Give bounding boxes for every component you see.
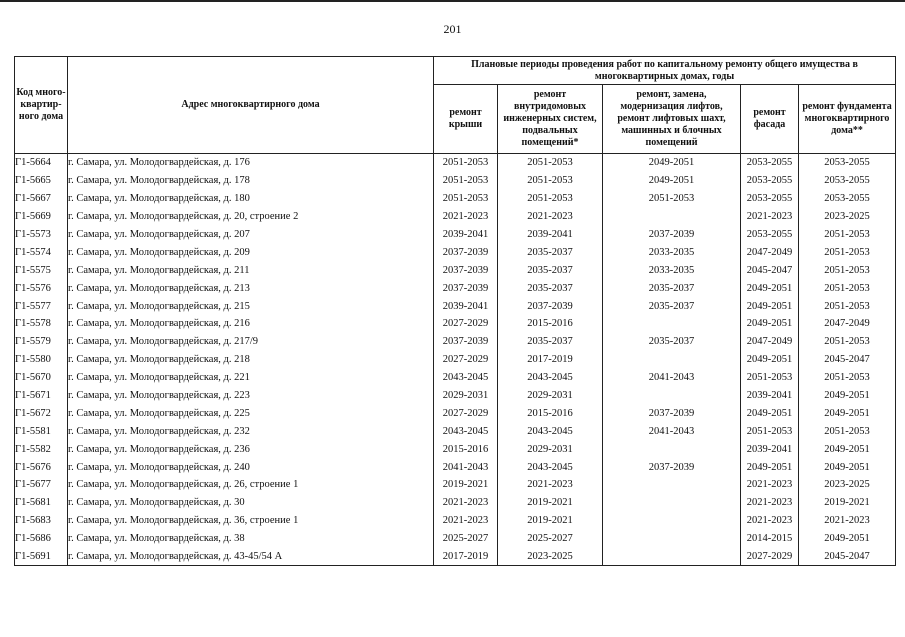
cell-address: г. Самара, ул. Молодогвардейская, д. 211 [68, 261, 434, 279]
table-row [15, 476, 896, 494]
table-row [15, 154, 896, 172]
cell-facade: 2049-2051 [741, 297, 799, 315]
table-row [15, 369, 896, 387]
cell-address: г. Самара, ул. Молодогвардейская, д. 30 [68, 494, 434, 512]
cell-foundation: 2045-2047 [799, 351, 896, 369]
cell-systems: 2035-2037 [498, 333, 603, 351]
cell-elevators [603, 208, 741, 226]
cell-facade: 2014-2015 [741, 530, 799, 548]
cell-facade: 2045-2047 [741, 261, 799, 279]
cell-systems: 2021-2023 [498, 476, 603, 494]
cell-address: г. Самара, ул. Молодогвардейская, д. 20, строение 2 [68, 208, 434, 226]
cell-code: Г1-5676 [15, 458, 68, 476]
table-row [15, 458, 896, 476]
cell-code: Г1-5671 [15, 387, 68, 405]
header-address: Адрес многоквартирного дома [68, 57, 434, 154]
cell-elevators [603, 440, 741, 458]
header-roof: ремонт крыши [434, 85, 498, 154]
cell-roof: 2039-2041 [434, 297, 498, 315]
cell-elevators: 2041-2043 [603, 422, 741, 440]
table-row [15, 172, 896, 190]
cell-systems: 2043-2045 [498, 458, 603, 476]
cell-elevators: 2035-2037 [603, 297, 741, 315]
table-row [15, 440, 896, 458]
cell-address: г. Самара, ул. Молодогвардейская, д. 216 [68, 315, 434, 333]
cell-systems: 2025-2027 [498, 530, 603, 548]
cell-code: Г1-5581 [15, 422, 68, 440]
cell-systems: 2017-2019 [498, 351, 603, 369]
cell-foundation: 2051-2053 [799, 226, 896, 244]
cell-foundation: 2049-2051 [799, 458, 896, 476]
cell-systems: 2051-2053 [498, 190, 603, 208]
cell-address: г. Самара, ул. Молодогвардейская, д. 236 [68, 440, 434, 458]
cell-code: Г1-5681 [15, 494, 68, 512]
cell-foundation: 2049-2051 [799, 387, 896, 405]
cell-address: г. Самара, ул. Молодогвардейская, д. 26, строение 1 [68, 476, 434, 494]
cell-code: Г1-5578 [15, 315, 68, 333]
cell-code: Г1-5683 [15, 512, 68, 530]
cell-facade: 2053-2055 [741, 172, 799, 190]
cell-elevators: 2033-2035 [603, 261, 741, 279]
cell-code: Г1-5669 [15, 208, 68, 226]
cell-roof: 2043-2045 [434, 422, 498, 440]
cell-code: Г1-5577 [15, 297, 68, 315]
cell-systems: 2019-2021 [498, 512, 603, 530]
cell-roof: 2021-2023 [434, 208, 498, 226]
cell-roof: 2051-2053 [434, 154, 498, 172]
cell-code: Г1-5670 [15, 369, 68, 387]
page-number: 201 [443, 22, 462, 36]
cell-systems: 2035-2037 [498, 243, 603, 261]
cell-elevators: 2035-2037 [603, 333, 741, 351]
cell-systems: 2035-2037 [498, 261, 603, 279]
cell-elevators: 2051-2053 [603, 190, 741, 208]
cell-foundation: 2047-2049 [799, 315, 896, 333]
cell-address: г. Самара, ул. Молодогвардейская, д. 176 [68, 154, 434, 172]
cell-systems: 2015-2016 [498, 404, 603, 422]
cell-foundation: 2051-2053 [799, 279, 896, 297]
cell-foundation: 2021-2023 [799, 512, 896, 530]
cell-elevators: 2035-2037 [603, 279, 741, 297]
cell-systems: 2015-2016 [498, 315, 603, 333]
cell-systems: 2039-2041 [498, 226, 603, 244]
cell-address: г. Самара, ул. Молодогвардейская, д. 38 [68, 530, 434, 548]
cell-facade: 2053-2055 [741, 226, 799, 244]
cell-roof: 2029-2031 [434, 387, 498, 405]
cell-address: г. Самара, ул. Молодогвардейская, д. 180 [68, 190, 434, 208]
top-border-line [0, 0, 905, 2]
cell-elevators [603, 494, 741, 512]
cell-address: г. Самара, ул. Молодогвардейская, д. 217/9 [68, 333, 434, 351]
table-row [15, 387, 896, 405]
cell-roof: 2017-2019 [434, 548, 498, 566]
cell-foundation: 2051-2053 [799, 422, 896, 440]
table-row [15, 351, 896, 369]
header-elevators: ремонт, замена, модернизация лифтов, ремонт лифтовых шахт, машинных и блочных помещений [603, 85, 741, 154]
cell-address: г. Самара, ул. Молодогвардейская, д. 221 [68, 369, 434, 387]
table-body [15, 154, 896, 566]
cell-facade: 2027-2029 [741, 548, 799, 566]
table-row [15, 315, 896, 333]
cell-address: г. Самара, ул. Молодогвардейская, д. 209 [68, 243, 434, 261]
cell-roof: 2037-2039 [434, 333, 498, 351]
cell-facade: 2021-2023 [741, 476, 799, 494]
cell-elevators: 2037-2039 [603, 404, 741, 422]
cell-address: г. Самара, ул. Молодогвардейская, д. 43-45/54 А [68, 548, 434, 566]
cell-code: Г1-5691 [15, 548, 68, 566]
header-facade: ремонт фасада [741, 85, 799, 154]
cell-roof: 2021-2023 [434, 494, 498, 512]
table-row [15, 404, 896, 422]
cell-address: г. Самара, ул. Молодогвардейская, д. 223 [68, 387, 434, 405]
cell-roof: 2051-2053 [434, 190, 498, 208]
cell-roof: 2039-2041 [434, 226, 498, 244]
cell-code: Г1-5579 [15, 333, 68, 351]
cell-roof: 2027-2029 [434, 404, 498, 422]
cell-facade: 2021-2023 [741, 512, 799, 530]
cell-foundation: 2053-2055 [799, 172, 896, 190]
cell-address: г. Самара, ул. Молодогвардейская, д. 178 [68, 172, 434, 190]
table-row [15, 226, 896, 244]
cell-foundation: 2051-2053 [799, 297, 896, 315]
cell-code: Г1-5576 [15, 279, 68, 297]
cell-code: Г1-5667 [15, 190, 68, 208]
cell-foundation: 2049-2051 [799, 440, 896, 458]
cell-roof: 2027-2029 [434, 315, 498, 333]
table-row [15, 333, 896, 351]
table-row [15, 279, 896, 297]
cell-roof: 2041-2043 [434, 458, 498, 476]
table-row [15, 208, 896, 226]
cell-systems: 2029-2031 [498, 440, 603, 458]
cell-facade: 2039-2041 [741, 440, 799, 458]
cell-address: г. Самара, ул. Молодогвардейская, д. 207 [68, 226, 434, 244]
cell-facade: 2049-2051 [741, 458, 799, 476]
cell-facade: 2039-2041 [741, 387, 799, 405]
cell-facade: 2053-2055 [741, 190, 799, 208]
cell-roof: 2015-2016 [434, 440, 498, 458]
table-row [15, 548, 896, 566]
cell-facade: 2047-2049 [741, 333, 799, 351]
table-row [15, 512, 896, 530]
cell-elevators: 2037-2039 [603, 458, 741, 476]
cell-foundation: 2049-2051 [799, 404, 896, 422]
cell-foundation: 2051-2053 [799, 369, 896, 387]
cell-foundation: 2023-2025 [799, 208, 896, 226]
cell-facade: 2047-2049 [741, 243, 799, 261]
cell-elevators [603, 476, 741, 494]
cell-roof: 2043-2045 [434, 369, 498, 387]
cell-elevators [603, 351, 741, 369]
header-foundation: ремонт фундамента многоквартирного дома** [799, 85, 896, 154]
cell-elevators: 2041-2043 [603, 369, 741, 387]
cell-elevators [603, 315, 741, 333]
cell-address: г. Самара, ул. Молодогвардейская, д. 213 [68, 279, 434, 297]
cell-code: Г1-5664 [15, 154, 68, 172]
cell-roof: 2051-2053 [434, 172, 498, 190]
cell-systems: 2021-2023 [498, 208, 603, 226]
cell-code: Г1-5580 [15, 351, 68, 369]
cell-elevators: 2049-2051 [603, 172, 741, 190]
cell-elevators: 2037-2039 [603, 226, 741, 244]
cell-address: г. Самара, ул. Молодогвардейская, д. 215 [68, 297, 434, 315]
cell-code: Г1-5686 [15, 530, 68, 548]
cell-roof: 2021-2023 [434, 512, 498, 530]
cell-address: г. Самара, ул. Молодогвардейская, д. 225 [68, 404, 434, 422]
cell-code: Г1-5582 [15, 440, 68, 458]
header-code: Код много-квартир-ного дома [15, 57, 68, 154]
cell-facade: 2049-2051 [741, 351, 799, 369]
table-row [15, 261, 896, 279]
cell-systems: 2037-2039 [498, 297, 603, 315]
cell-code: Г1-5574 [15, 243, 68, 261]
cell-systems: 2029-2031 [498, 387, 603, 405]
cell-roof: 2037-2039 [434, 243, 498, 261]
table-row [15, 297, 896, 315]
cell-elevators: 2033-2035 [603, 243, 741, 261]
cell-foundation: 2053-2055 [799, 190, 896, 208]
cell-systems: 2035-2037 [498, 279, 603, 297]
cell-foundation: 2049-2051 [799, 530, 896, 548]
cell-code: Г1-5575 [15, 261, 68, 279]
cell-elevators [603, 512, 741, 530]
table-row [15, 530, 896, 548]
table-row [15, 422, 896, 440]
cell-foundation: 2051-2053 [799, 333, 896, 351]
cell-address: г. Самара, ул. Молодогвардейская, д. 36, строение 1 [68, 512, 434, 530]
cell-address: г. Самара, ул. Молодогвардейская, д. 218 [68, 351, 434, 369]
cell-code: Г1-5677 [15, 476, 68, 494]
cell-foundation: 2053-2055 [799, 154, 896, 172]
cell-systems: 2043-2045 [498, 369, 603, 387]
cell-systems: 2043-2045 [498, 422, 603, 440]
cell-systems: 2019-2021 [498, 494, 603, 512]
cell-roof: 2025-2027 [434, 530, 498, 548]
cell-roof: 2019-2021 [434, 476, 498, 494]
cell-code: Г1-5672 [15, 404, 68, 422]
cell-facade: 2053-2055 [741, 154, 799, 172]
cell-systems: 2023-2025 [498, 548, 603, 566]
cell-foundation: 2051-2053 [799, 261, 896, 279]
cell-foundation: 2051-2053 [799, 243, 896, 261]
table-row [15, 243, 896, 261]
table-row [15, 494, 896, 512]
cell-facade: 2049-2051 [741, 279, 799, 297]
cell-facade: 2051-2053 [741, 369, 799, 387]
table-row [15, 190, 896, 208]
cell-address: г. Самара, ул. Молодогвардейская, д. 232 [68, 422, 434, 440]
cell-facade: 2021-2023 [741, 494, 799, 512]
cell-roof: 2027-2029 [434, 351, 498, 369]
cell-systems: 2051-2053 [498, 172, 603, 190]
cell-address: г. Самара, ул. Молодогвардейская, д. 240 [68, 458, 434, 476]
cell-code: Г1-5573 [15, 226, 68, 244]
cell-roof: 2037-2039 [434, 279, 498, 297]
cell-facade: 2049-2051 [741, 404, 799, 422]
cell-elevators [603, 530, 741, 548]
cell-foundation: 2019-2021 [799, 494, 896, 512]
capital-repair-table [14, 56, 896, 566]
cell-foundation: 2023-2025 [799, 476, 896, 494]
cell-roof: 2037-2039 [434, 261, 498, 279]
cell-elevators [603, 548, 741, 566]
cell-facade: 2051-2053 [741, 422, 799, 440]
cell-code: Г1-5665 [15, 172, 68, 190]
cell-systems: 2051-2053 [498, 154, 603, 172]
cell-elevators: 2049-2051 [603, 154, 741, 172]
header-periods-group: Плановые периоды проведения работ по капитальному ремонту общего имущества в многоквартирных домах, годы [434, 57, 896, 85]
cell-facade: 2021-2023 [741, 208, 799, 226]
cell-foundation: 2045-2047 [799, 548, 896, 566]
header-systems: ремонт внутридомовых инженерных систем, подвальных помещений* [498, 85, 603, 154]
cell-elevators [603, 387, 741, 405]
cell-facade: 2049-2051 [741, 315, 799, 333]
